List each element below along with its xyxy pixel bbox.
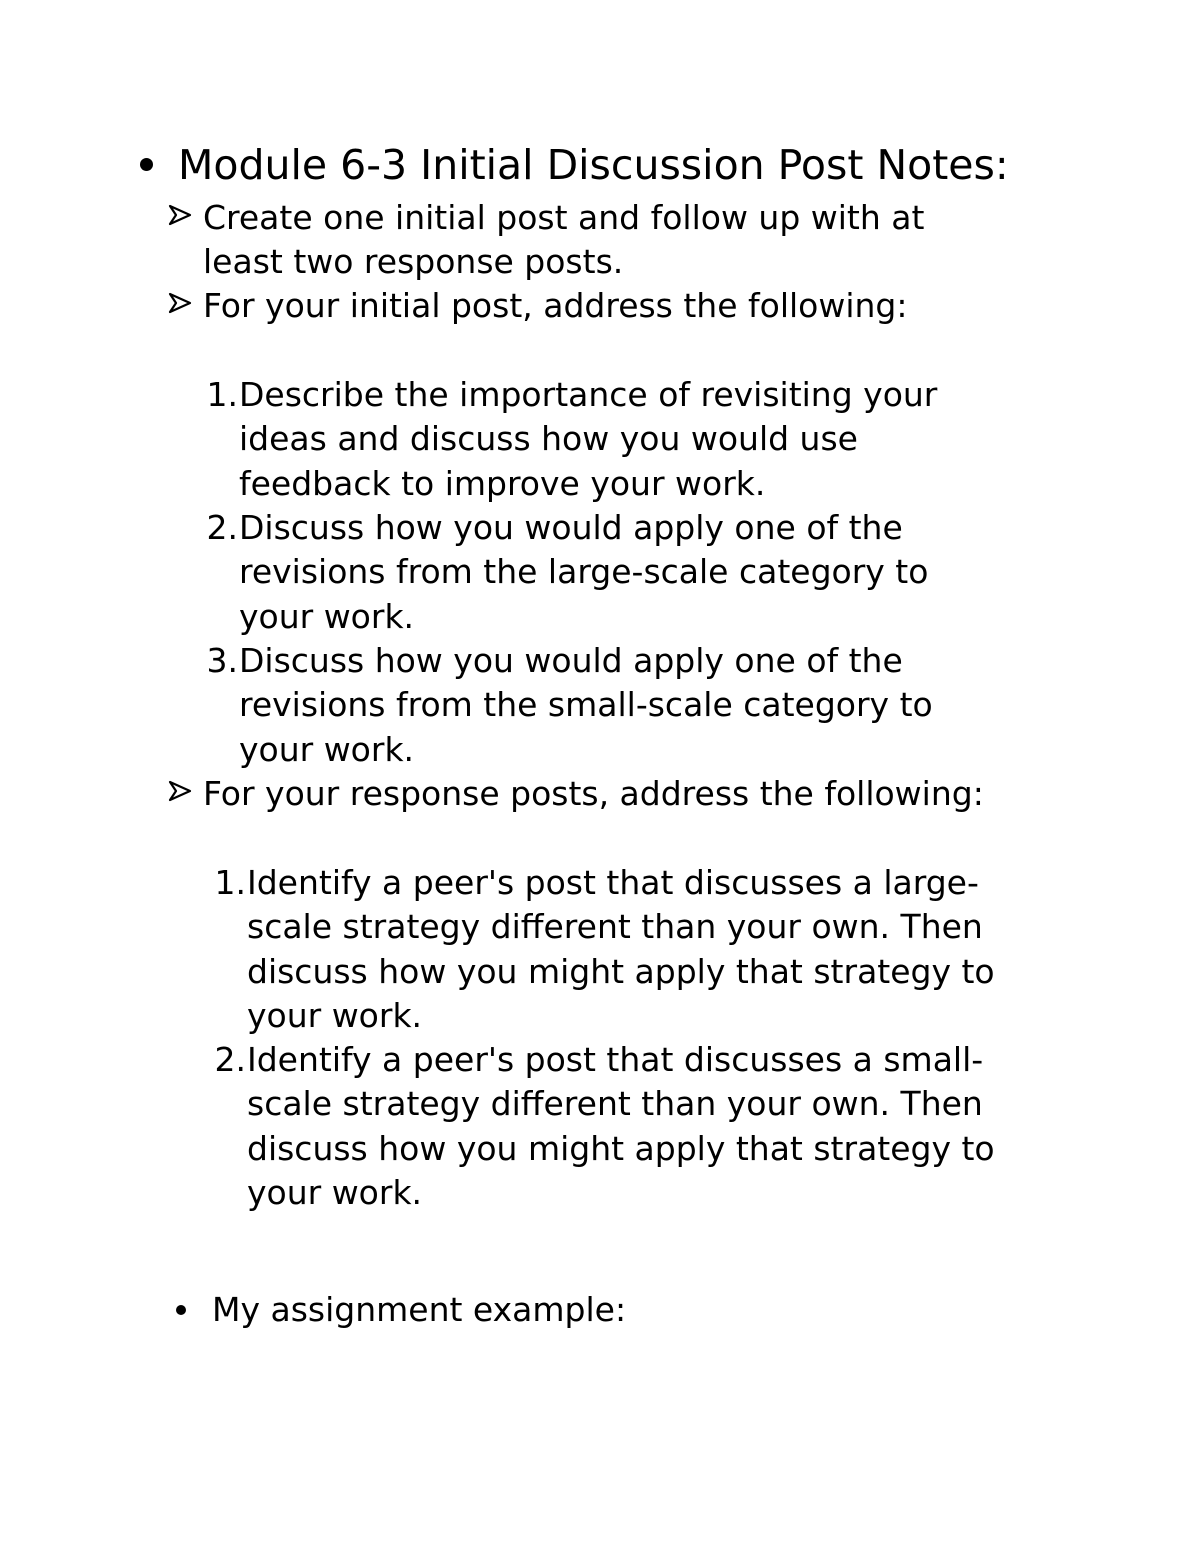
text-line: feedback to improve your work. — [239, 463, 766, 503]
instruction-text — [203, 772, 1033, 816]
text-line: your work. — [247, 1172, 423, 1212]
text-line: discuss how you might apply that strategy to — [247, 1128, 995, 1168]
text-line: your work. — [239, 729, 415, 769]
step-text — [247, 1038, 1087, 1215]
step-number: 2. — [206, 508, 238, 547]
instruction-text — [203, 284, 1033, 328]
text-line: Describe the importance of revisiting your — [239, 375, 938, 414]
text-line: discuss how you might apply that strategy to — [247, 951, 995, 991]
text-line: For your response posts, address the following: — [203, 774, 984, 813]
text-line: scale strategy different than your own. Then — [247, 1084, 983, 1124]
text-line: Create one initial post and follow up with at — [203, 198, 925, 237]
page-title: Module 6-3 Initial Discussion Post Notes: — [178, 141, 1009, 189]
step-text — [239, 639, 1079, 772]
text-line: your work. — [247, 995, 423, 1035]
text-line: For your initial post, address the following: — [203, 286, 908, 325]
step-text — [247, 861, 1087, 1038]
arrow-bullet-icon — [168, 204, 192, 226]
arrow-bullet-icon — [168, 780, 192, 802]
text-line: least two response posts. — [203, 242, 624, 282]
text-line: your work. — [239, 596, 415, 636]
text-line: revisions from the large-scale category to — [239, 552, 929, 592]
step-text — [239, 373, 1079, 506]
arrow-bullet-icon — [168, 292, 192, 314]
step-number: 3. — [206, 641, 238, 680]
example-item — [176, 1288, 976, 1336]
heading-item — [140, 138, 1140, 194]
bullet-icon — [140, 158, 153, 171]
step-text — [239, 506, 1079, 639]
text-line: revisions from the small-scale category to — [239, 685, 933, 725]
instruction-text — [203, 196, 1033, 285]
step-number: 1. — [206, 375, 238, 414]
text-line: Discuss how you would apply one of the — [239, 641, 903, 680]
text-line: Identify a peer's post that discusses a large- — [247, 863, 979, 902]
bullet-icon — [176, 1305, 186, 1315]
text-line: Identify a peer's post that discusses a small- — [247, 1040, 984, 1079]
step-number: 1. — [214, 863, 246, 902]
example-label: My assignment example: — [212, 1290, 627, 1329]
text-line: ideas and discuss how you would use — [239, 419, 858, 459]
text-line: scale strategy different than your own. Then — [247, 907, 983, 947]
text-line: Discuss how you would apply one of the — [239, 508, 903, 547]
step-number: 2. — [214, 1040, 246, 1079]
